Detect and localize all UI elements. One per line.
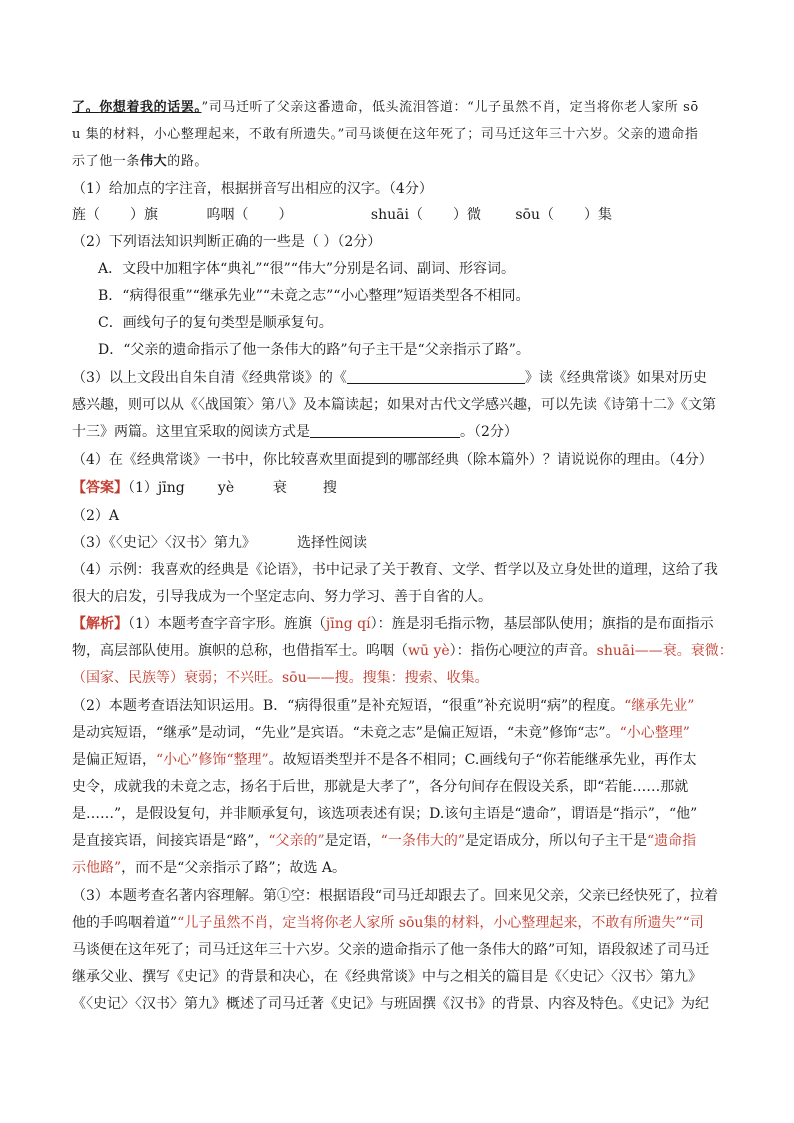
analysis-highlight: “父亲的”: [268, 833, 325, 849]
question-3-line-2: 感兴趣，则可以从《〈战国策〉第八》及本篇读起；如果对古代文学感兴趣，可以先读《诗第十二》《文第: [72, 397, 716, 413]
analysis-2-line-2: [72, 723, 690, 743]
answer-2: （2）A: [72, 508, 120, 524]
analysis-3-line-2: [72, 913, 704, 933]
question-3-line-1: [72, 368, 707, 388]
answer-1-item: yè: [217, 480, 235, 496]
answer-4-line-2: 很大的启发，引导我成为一个坚定志向、努力学习、善于自省的人。: [72, 589, 492, 605]
analysis-highlight: 搜集：搜索、收集。: [362, 670, 489, 686]
question-4-stem: （4）在《经典常谈》一书中，你比较喜欢里面提到的哪部经典（除本篇外）？请说说你的理由。（4分）: [72, 452, 713, 468]
analysis-highlight: “继承先业”: [624, 698, 695, 714]
q1-item-open: sōu（: [515, 207, 554, 223]
q2-option-b: B．“病得很重”“继承先业”“未竟之志”“小心整理”短语类型各不相同。: [98, 288, 530, 304]
q3-text: 。（2分）: [460, 424, 518, 440]
analysis-text: ）：旌是羽毛指示物，基层部队使用；旗指的是布面指示: [370, 616, 714, 632]
question-2-stem: （2）下列语法知识判断正确的一些是（ ）（2分）: [72, 234, 382, 250]
analysis-highlight: “小心”修饰“整理”: [156, 752, 269, 768]
question-3-line-3: [72, 422, 518, 442]
analysis-1-line-1: [72, 614, 714, 634]
analysis-highlight: sōu——搜。: [282, 670, 363, 686]
analysis-text: 。故短语类型并不是各不相同；C.画线句子“你若能继承先业，再作太: [268, 752, 697, 768]
underlined-sentence-end: 了。: [72, 100, 100, 115]
q1-item-open: 呜咽（: [206, 207, 249, 223]
analysis-text: 是定语成分，所以句子主干是: [464, 833, 647, 849]
analysis-highlight: “一条伟大的”: [380, 833, 465, 849]
passage-text: 的路。: [167, 154, 209, 169]
passage-line-2: u 集的材料，小心整理起来，不敢有所遗失。”司马谈便在这年死了；司马迁这年三十六岁。父亲的遗命指: [72, 127, 699, 142]
analysis-highlight: wū yè: [408, 643, 450, 659]
question-1-stem: （1）给加点的字注音，根据拼音写出相应的汉字。（4分）: [72, 181, 433, 197]
analysis-2-line-4: 史令，成就我的未竟之志，扬名于后世，那就是大孝了”，各分句间存在假设关系，即“若能……那就: [72, 779, 689, 795]
answer-1-item: jīng: [157, 480, 185, 496]
q1-item: [72, 205, 202, 225]
answer-3-part: 选择性阅读: [297, 535, 367, 551]
q1-item: [371, 205, 511, 225]
passage-line-3: [72, 152, 208, 172]
analysis-text: 他的手呜咽着道”: [72, 915, 178, 931]
analysis-2-line-7: [72, 858, 346, 878]
analysis-3-line-4: 继承父业、撰写《史记》的背景和决心，在《经典常谈》中与之相关的篇目是《〈史记〉〈汉书〉第九》: [72, 969, 702, 985]
analysis-1-line-3: [72, 668, 489, 688]
answer-1-item: 搜: [322, 480, 337, 496]
analysis-text: ）：指伤心哽泣的声音。: [449, 643, 597, 659]
answer-line-1: [72, 478, 337, 498]
analysis-text: （1）本题考查字音字形。旌旗（: [128, 616, 326, 632]
analysis-text: 是直接宾语，间接宾语是“路”，: [72, 833, 269, 849]
analysis-highlight: “司: [682, 915, 704, 931]
q3-text: 》读《经典常谈》如果对历史: [524, 370, 707, 386]
q2-option-c: C．画线句子的复句类型是顺承复句。: [98, 315, 333, 331]
q1-item-open: 旌（: [72, 207, 100, 223]
analysis-text: ，而不是“父亲指示了路”；故选 A。: [121, 860, 347, 876]
answer-3-part: （3）《〈史记〉〈汉书〉第九》: [72, 535, 256, 551]
q2-option-d: D．“父亲的遗命指示了他一条伟大的路”句子主干是“父亲指示了路”。: [98, 342, 530, 358]
analysis-3-line-3: 马谈便在这年死了；司马迁这年三十六岁。父亲的遗命指示了他一条伟大的路”可知，语段叙述了司马迁: [72, 942, 710, 958]
analysis-highlight: “儿子虽然不肖，定当将你老人家所 sōu集的材料，小心整理起来，不敢有所遗失”: [177, 915, 683, 931]
q1-item: [515, 205, 612, 225]
analysis-highlight: “小心整理”: [619, 725, 690, 741]
analysis-3-line-1: （3）本题考查名著内容理解。第①空：根据语段“司马迁却跟去了。回来见父亲，父亲已经快死了，拉着: [72, 888, 719, 904]
analysis-2-line-3: [72, 750, 696, 770]
answer-3: [72, 533, 367, 553]
answer-blank-2[interactable]: [310, 423, 460, 438]
analysis-highlight: jīng qí: [325, 616, 371, 632]
analysis-highlight: “遗命指: [646, 833, 697, 849]
analysis-3-line-5: 《〈史记〉〈汉书〉第九》概述了司马迁著《史记》与班固撰《汉书》的背景、内容及特色。《史记》为纪: [72, 996, 709, 1012]
bold-word: 伟大: [140, 154, 168, 169]
answer-prefix: （1）: [128, 480, 158, 496]
q3-text: 十三》两篇。这里宜采取的阅读方式是: [72, 424, 310, 440]
passage-text: 示了他一条: [72, 154, 141, 169]
q1-item: [206, 205, 366, 225]
analysis-label: 【解析】: [72, 616, 128, 632]
analysis-2-line-6: [72, 831, 696, 851]
passage-line-1: [72, 98, 699, 118]
analysis-text: （2）本题考查语法知识运用。B．“病得很重”是补充短语，“很重”补充说明“病”的程度。: [72, 698, 625, 714]
q2-option-a: A．文段中加粗字体“典礼”“很”“伟大”分别是名词、副词、形容词。: [98, 261, 516, 277]
underlined-sentence: 你想着我的话罢。: [99, 100, 202, 115]
q1-item-close: ）: [278, 207, 293, 223]
q3-text: （3）以上文段出自朱自清《经典常谈》的《: [72, 370, 347, 386]
analysis-highlight: （国家、民族等）衰弱；不兴旺。: [72, 670, 282, 686]
analysis-2-line-1: [72, 696, 694, 716]
answer-4-line-1: （4）示例：我喜欢的经典是《论语》，书中记录了关于教育、文学、哲学以及立身处世的道理，这给了我: [72, 562, 718, 578]
analysis-text: 是定语，: [324, 833, 381, 849]
passage-text: ”司马迁听了父亲这番遗命，低头流泪答道：“儿子虽然不肖，定当将你老人家所 sō: [201, 100, 699, 115]
q1-item-open: shuāi（: [370, 207, 423, 223]
analysis-highlight: shuāi——衰。衰微：: [596, 643, 733, 659]
q1-item-close: ）旗: [130, 207, 158, 223]
answer-label: 【答案】: [72, 480, 128, 496]
q1-item-close: ）集: [584, 207, 612, 223]
analysis-text: 是偏正短语，: [72, 752, 156, 768]
analysis-text: 是动宾短语，“继承”是动词，“先业”是宾语。“未竟之志”是偏正短语，“未竟”修饰“志”。: [72, 725, 620, 741]
answer-1-item: 衰: [272, 480, 287, 496]
question-1-items: [72, 205, 612, 225]
answer-blank-1[interactable]: [347, 369, 525, 384]
q1-item-close: ）微: [452, 207, 481, 223]
analysis-text: 物，高层部队使用。旗帜的总称，也借指军士。呜咽（: [72, 643, 408, 659]
analysis-2-line-5: 是……”，是假设复句，并非顺承复句，该选项表述有误；D.该句主语是“遗命”，谓语是“指示”，“他”: [72, 806, 698, 822]
analysis-highlight: 示他路”: [72, 860, 122, 876]
analysis-1-line-2: [72, 641, 733, 661]
